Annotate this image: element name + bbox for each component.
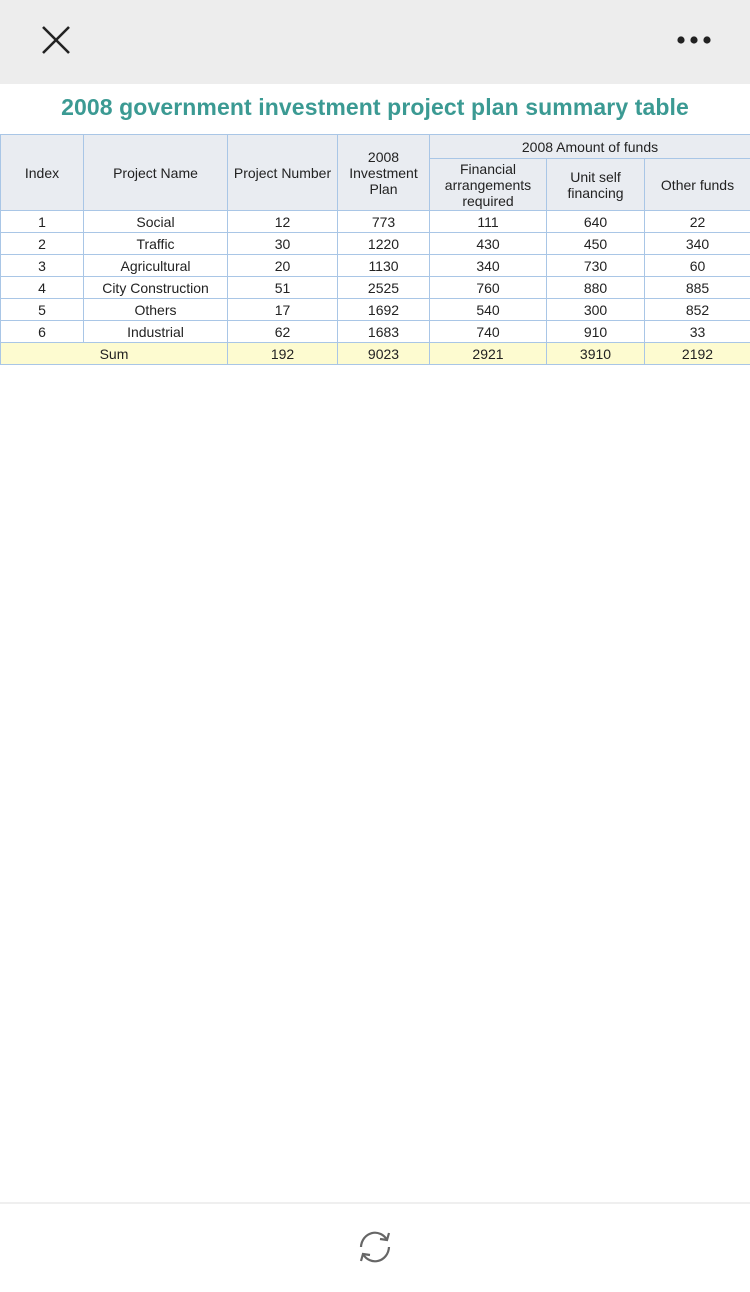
cell-index: 4 — [1, 277, 84, 299]
cell-index: 5 — [1, 299, 84, 321]
sum-label: Sum — [1, 343, 228, 365]
cell-other-funds: 852 — [645, 299, 750, 321]
investment-summary-table — [0, 134, 750, 365]
sum-other-funds: 2192 — [645, 343, 750, 365]
cell-other-funds: 340 — [645, 233, 750, 255]
header-project-name: Project Name — [84, 135, 228, 211]
header-project-number: Project Number — [228, 135, 338, 211]
cell-investment-plan: 1683 — [338, 321, 430, 343]
table-row — [1, 255, 750, 277]
cell-project-number: 12 — [228, 211, 338, 233]
table-row — [1, 321, 750, 343]
cell-financial-arrangements: 540 — [430, 299, 547, 321]
refresh-button[interactable] — [354, 1226, 396, 1268]
refresh-icon — [354, 1226, 396, 1268]
top-navigation-bar — [0, 0, 750, 84]
close-icon — [38, 22, 74, 58]
cell-project-name: Traffic — [84, 233, 228, 255]
cell-project-name: City Construction — [84, 277, 228, 299]
cell-financial-arrangements: 740 — [430, 321, 547, 343]
cell-index: 3 — [1, 255, 84, 277]
document-title: 2008 government investment project plan summary table — [0, 94, 750, 121]
cell-other-funds: 60 — [645, 255, 750, 277]
cell-investment-plan: 1130 — [338, 255, 430, 277]
cell-unit-self-financing: 640 — [547, 211, 645, 233]
header-investment-plan: 2008 Investment Plan — [338, 135, 430, 211]
cell-project-number: 62 — [228, 321, 338, 343]
cell-project-name: Others — [84, 299, 228, 321]
sum-financial-arrangements: 2921 — [430, 343, 547, 365]
cell-index: 6 — [1, 321, 84, 343]
cell-financial-arrangements: 430 — [430, 233, 547, 255]
more-options-button[interactable] — [676, 30, 716, 50]
cell-investment-plan: 1220 — [338, 233, 430, 255]
cell-unit-self-financing: 880 — [547, 277, 645, 299]
cell-project-number: 20 — [228, 255, 338, 277]
more-horizontal-icon — [676, 30, 716, 50]
sum-unit-self-financing: 3910 — [547, 343, 645, 365]
cell-unit-self-financing: 910 — [547, 321, 645, 343]
cell-index: 2 — [1, 233, 84, 255]
header-other-funds: Other funds — [645, 159, 750, 211]
cell-index: 1 — [1, 211, 84, 233]
cell-other-funds: 22 — [645, 211, 750, 233]
cell-project-name: Social — [84, 211, 228, 233]
header-funds-group: 2008 Amount of funds — [430, 135, 750, 159]
header-financial-arrangements: Financial arrangements required — [430, 159, 547, 211]
cell-investment-plan: 1692 — [338, 299, 430, 321]
sum-investment-plan: 9023 — [338, 343, 430, 365]
cell-unit-self-financing: 300 — [547, 299, 645, 321]
bottom-toolbar — [0, 1202, 750, 1292]
table-row — [1, 211, 750, 233]
cell-financial-arrangements: 111 — [430, 211, 547, 233]
cell-financial-arrangements: 340 — [430, 255, 547, 277]
table-row — [1, 233, 750, 255]
cell-project-name: Industrial — [84, 321, 228, 343]
cell-project-number: 30 — [228, 233, 338, 255]
cell-investment-plan: 773 — [338, 211, 430, 233]
header-index: Index — [1, 135, 84, 211]
sum-row — [1, 343, 750, 365]
cell-project-number: 17 — [228, 299, 338, 321]
cell-unit-self-financing: 450 — [547, 233, 645, 255]
table-row — [1, 299, 750, 321]
cell-project-name: Agricultural — [84, 255, 228, 277]
cell-unit-self-financing: 730 — [547, 255, 645, 277]
cell-investment-plan: 2525 — [338, 277, 430, 299]
cell-project-number: 51 — [228, 277, 338, 299]
sum-project-number: 192 — [228, 343, 338, 365]
header-unit-self-financing: Unit self financing — [547, 159, 645, 211]
cell-other-funds: 885 — [645, 277, 750, 299]
cell-other-funds: 33 — [645, 321, 750, 343]
cell-financial-arrangements: 760 — [430, 277, 547, 299]
close-button[interactable] — [38, 22, 74, 58]
table-row — [1, 277, 750, 299]
